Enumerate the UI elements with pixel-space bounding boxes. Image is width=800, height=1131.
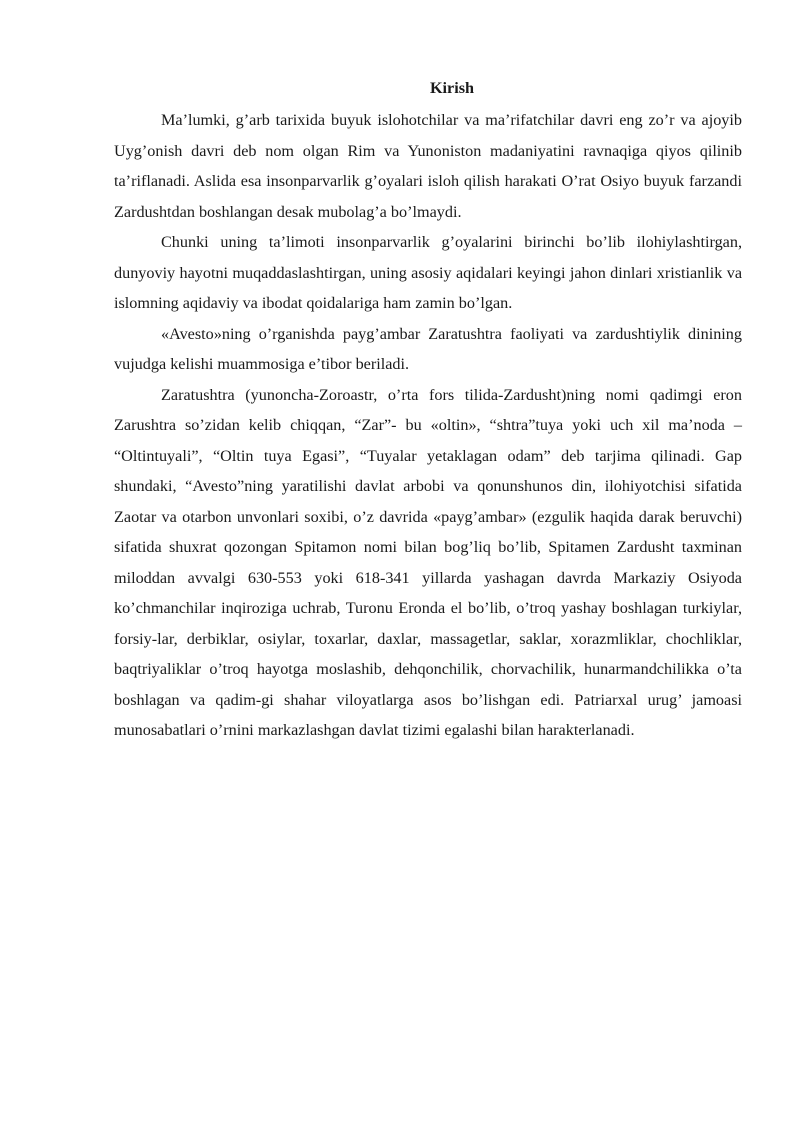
paragraph-3: «Avesto»ning o’rganishda payg’ambar Zaratushtra faoliyati va zardushtiylik dinining vujudga kelishi muammosiga e’tibor beriladi. bbox=[114, 324, 742, 373]
paragraph-1: Ma’lumki, g’arb tarixida buyuk islohotchilar va ma’rifatchilar davri eng zo’r va ajoyib Uyg’onish davri deb nom olgan Rim va Yunoniston madaniyatini ravnaqiga qiyos qilinib ta’riflanadi. Aslida esa insonparvarlik g’oyalari isloh qilish harakati O’rat Osiyo buyuk farzandi Zardushtdan boshlangan desak mubolag’a bo’lmaydi. bbox=[114, 111, 742, 221]
paragraph-4: Zaratushtra (yunoncha-Zoroastr, o’rta fors tilida-Zardusht)ning nomi qadimgi eron Zarushtra so’zidan kelib chiqqan, “Zar”- bu «oltin», “shtra”tuya yoki uch xil ma’noda – “Oltintuyali”, “Oltin tuya Egasi”, “Tuyalar yetaklagan odam” deb tarjima qilinadi. Gap shundaki, “Avesto”ning yaratilishi davlat arbobi va qonunshunos din, ilohiyotchisi sifatida Zaotar va otarbon unvonlari soxibi, o’z davrida «payg’ambar» (ezgulik haqida darak beruvchi) sifatida shuxrat qozongan Spitamon nomi bilan bog’liq bo’lib, Spitamen Zardusht taxminan miloddan avvalgi 630-553 yoki 618-341 yillarda yashagan davrda Markaziy Osiyoda ko’chmanchilar inqiroziga uchrab, Turonu Eronda el bo’lib, o’troq yashay boshlagan turkiylar, forsiy-lar, derbiklar, osiylar, toxarlar, daxlar, massagetlar, saklar, xorazmliklar, chochliklar, baqtriyaliklar o’troq hayotga moslashib, dehqonchilik, chorvachilik, hunarmandchilikka o’ta boshlagan va qadim-gi shahar viloyatlarga asos bo’lishgan edi. Patriarxal urug’ jamoasi munosabatlari o’rnini markazlashgan davlat tizimi egalashi bilan harakterlanadi. bbox=[114, 385, 742, 739]
section-title: Kirish bbox=[429, 79, 475, 97]
document-page bbox=[114, 74, 742, 746]
paragraph-2: Chunki uning ta’limoti insonparvarlik g’oyalarini birinchi bo’lib ilohiylashtirgan, dunyoviy hayotni muqaddaslashtirgan, uning asosiy aqidalari keyingi jahon dinlari xristianlik va islomning aqidaviy va ibodat qoidalariga ham zamin bo’lgan. bbox=[114, 233, 742, 312]
